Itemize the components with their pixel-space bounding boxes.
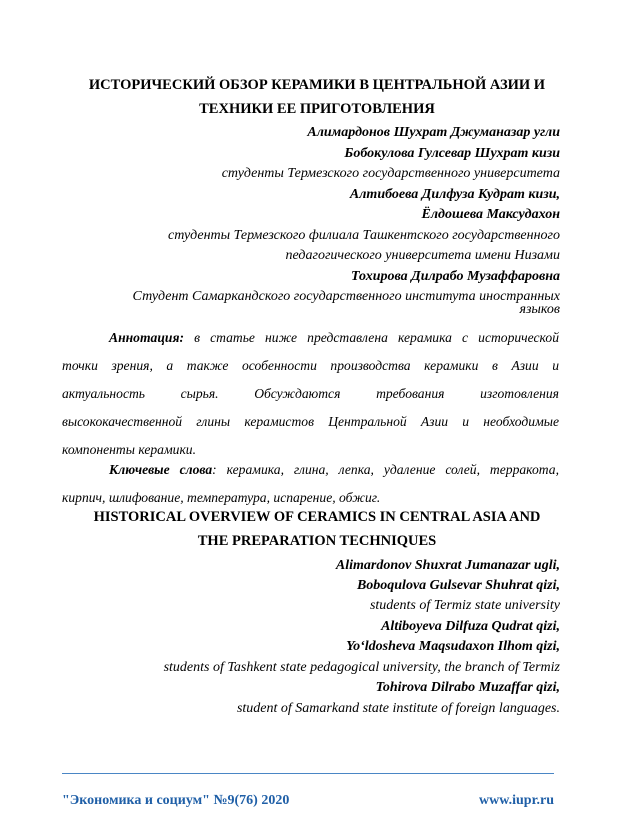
annotation-line-3: актуальность сырья. Обсуждаются требования изготовления bbox=[62, 386, 559, 401]
author-ru-1: Алимардонов Шухрат Джуманазар угли bbox=[307, 125, 560, 140]
title-ru bbox=[60, 73, 574, 121]
affiliation-ru-2a: студенты Термезского филиала Ташкентского государственного bbox=[167, 228, 560, 243]
author-en-5: Tohirova Dilrabo Muzaffar qizi, bbox=[375, 680, 560, 695]
author-ru-5: Тохирова Дилрабо Музаффаровна bbox=[350, 269, 560, 284]
footer-rule bbox=[62, 773, 554, 774]
annotation-line-1: Аннотация: в статье ниже представлена керамика с исторической bbox=[109, 330, 559, 345]
author-en-3: Altiboyeva Dilfuza Qudrat qizi, bbox=[381, 619, 560, 634]
title-en-line-1: HISTORICAL OVERVIEW OF CERAMICS IN CENTRAL ASIA AND bbox=[93, 509, 541, 525]
author-ru-4: Ёлдошева Максудахон bbox=[421, 207, 560, 222]
author-en-1: Alimardonov Shuxrat Jumanazar ugli, bbox=[335, 558, 560, 573]
title-en-line-2: THE PREPARATION TECHNIQUES bbox=[197, 533, 437, 549]
affiliation-ru-3a: Студент Самаркандского государственного института иностранных bbox=[132, 289, 560, 304]
affiliation-ru-3b: языков bbox=[519, 302, 560, 317]
annotation-label: Аннотация: bbox=[109, 330, 184, 345]
affiliation-en-3: student of Samarkand state institute of foreign languages. bbox=[236, 701, 560, 716]
affiliation-en-1: students of Termiz state university bbox=[369, 598, 560, 613]
author-ru-3: Алтибоева Дилфуза Кудрат кизи, bbox=[349, 187, 560, 202]
author-en-4: Yo‘ldosheva Maqsudaxon Ilhom qizi, bbox=[346, 639, 560, 654]
keywords bbox=[62, 456, 559, 512]
title-ru-line-1: ИСТОРИЧЕСКИЙ ОБЗОР КЕРАМИКИ В ЦЕНТРАЛЬНОЙ АЗИИ И bbox=[88, 77, 546, 93]
author-en-2: Boboqulova Gulsevar Shuhrat qizi, bbox=[356, 578, 560, 593]
title-en bbox=[60, 505, 574, 553]
affiliation-en-2: students of Tashkent state pedagogical university, the branch of Termiz bbox=[163, 660, 560, 675]
footer-website-link[interactable]: www.iupr.ru bbox=[479, 793, 554, 808]
affiliation-ru-1: студенты Термезского государственного университета bbox=[221, 166, 560, 181]
title-ru-line-2: ТЕХНИКИ ЕЕ ПРИГОТОВЛЕНИЯ bbox=[199, 101, 435, 117]
annotation-line-5: компоненты керамики. bbox=[62, 442, 197, 457]
annotation-line-2: точки зрения, а также особенности производства керамики в Азии и bbox=[62, 358, 559, 373]
affiliation-ru-2b: педагогического университета имени Низами bbox=[285, 248, 560, 263]
annotation bbox=[62, 324, 559, 464]
footer-journal: "Экономика и социум" №9(76) 2020 bbox=[62, 793, 290, 808]
author-ru-2: Бобокулова Гулсевар Шухрат кизи bbox=[344, 146, 560, 161]
keywords-label: Ключевые слова bbox=[109, 462, 213, 477]
keywords-line-1: Ключевые слова: керамика, глина, лепка, удаление солей, терракота, bbox=[109, 462, 559, 477]
annotation-line-4: высококачественной глины керамистов Центральной Азии и необходимые bbox=[62, 414, 559, 429]
keywords-line-2: кирпич, шлифование, температура, испарение, обжиг. bbox=[62, 490, 381, 505]
